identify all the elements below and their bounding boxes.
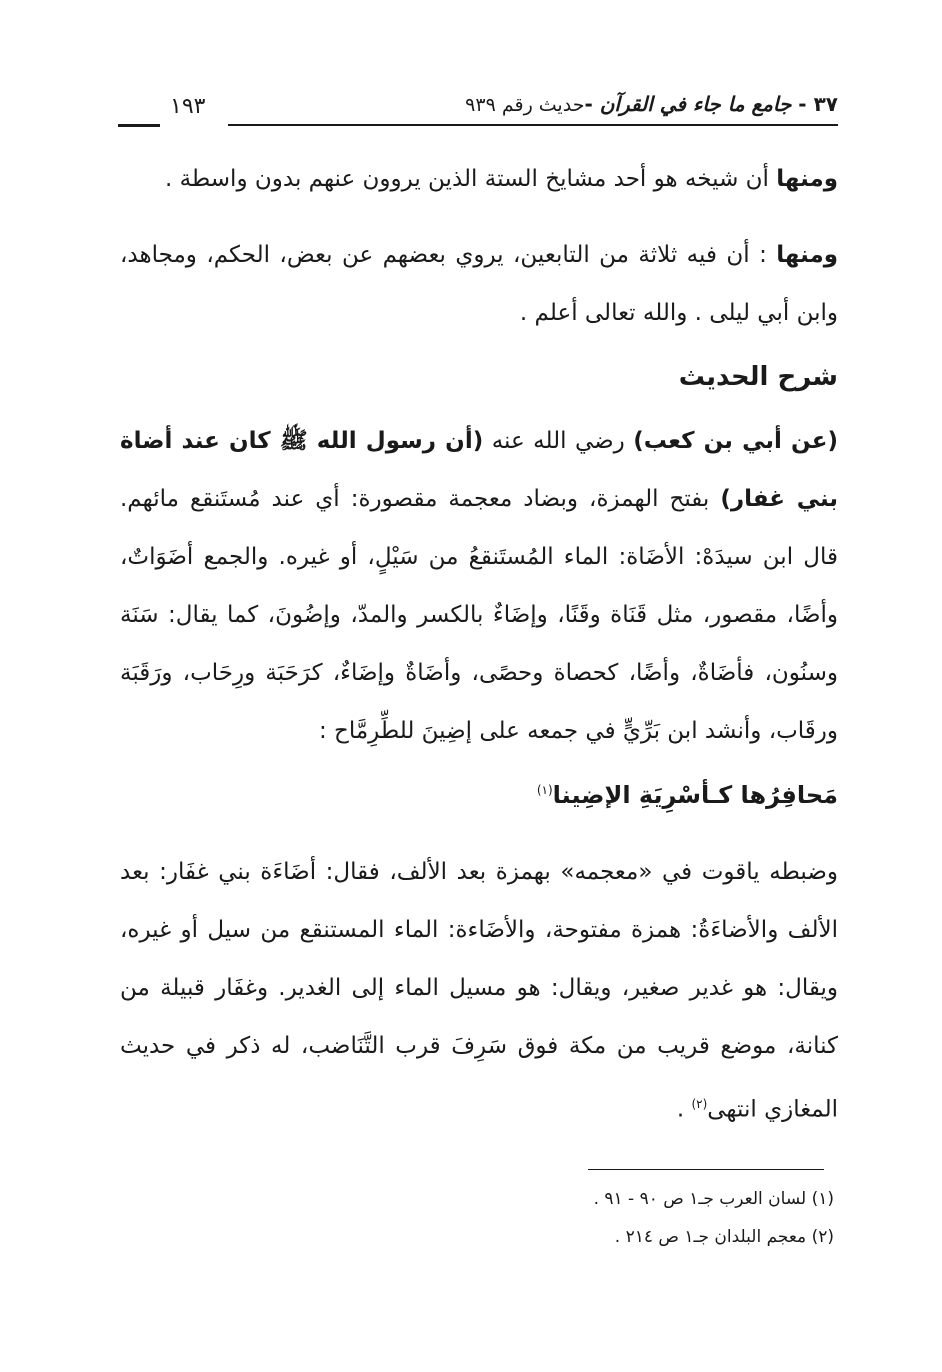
paragraph-3-text-1: رضي الله عنه xyxy=(491,428,625,454)
verse-text: مَحافِرُها كـأسْرِيَةِ الإضِينا xyxy=(552,781,838,809)
paragraph-4 xyxy=(120,843,838,1139)
poetry-verse xyxy=(120,760,838,825)
footnote-rule xyxy=(588,1169,824,1170)
paragraph-1 xyxy=(120,150,838,208)
chapter-number: ٣٧ xyxy=(813,92,838,116)
footnotes xyxy=(234,1180,834,1256)
verse-footnote-marker: (١) xyxy=(536,783,553,797)
page-number-dash xyxy=(118,124,160,127)
paragraph-1-label: ومنها xyxy=(776,166,838,192)
section-heading: شرح الحديث xyxy=(678,362,838,392)
header-rule xyxy=(228,124,838,126)
main-text xyxy=(120,150,838,1139)
hadith-reference: حديث رقم ٩٣٩ xyxy=(465,94,585,116)
chapter-title: جامع ما جاء في القرآن xyxy=(599,92,792,116)
footnote-1: (١) لسان العرب جـ١ ص ٩٠ - ٩١ . xyxy=(593,1189,834,1209)
paragraph-3-hadith: (أن رسول الله ﷺ كان عند أضاة بني غفار) xyxy=(120,428,838,512)
paragraph-2-text: : أن فيه ثلاثة من التابعين، يروي بعضهم عن بعض، الحكم، ومجاهد، وابن أبي ليلى . والله تعالى أعلم . xyxy=(120,242,838,326)
header-title: ٣٧ - جامع ما جاء في القرآن -حديث رقم ٩٣٩ xyxy=(465,92,838,116)
footnote-2: (٢) معجم البلدان جـ١ ص ٢١٤ . xyxy=(614,1227,834,1247)
paragraph-4-text: وضبطه ياقوت في «معجمه» بهمزة بعد الألف، فقال: أضَاءَة بني غفَار: بعد الألف والأضاءَةُ: همزة مفتوحة، والأضَاءة: الماء المستنقع من سيل أو غيره، ويقال: هو غدير صغير، ويقال: هو مسيل الماء إلى الغدير. وغفَار قبيلة من كنانة، موضع قريب من مكة فوق سَرِفَ قرب التَّنَاضب، له ذكر في حديث المغازي انتهى xyxy=(120,859,838,1123)
paragraph-1-text: أن شيخه هو أحد مشايخ الستة الذين يروون عنهم بدون واسطة . xyxy=(164,166,769,192)
paragraph-4-footnote-marker: (٢) xyxy=(691,1097,708,1111)
paragraph-2 xyxy=(120,226,838,342)
paragraph-4-end: . xyxy=(676,1096,685,1123)
page-number: ١٩٣ xyxy=(170,94,206,119)
paragraph-3-narrator: (عن أبي بن كعب) xyxy=(633,428,838,454)
paragraph-2-label: ومنها xyxy=(776,242,839,268)
paragraph-3-text-2: بفتح الهمزة، وبضاد معجمة مقصورة: أي عند مُستَنقع مائهم. قال ابن سيدَهْ: الأضَاة: الماء المُستَنقعُ من سَيْلٍ، أو غيره. والجمع أضَوَاتٌ، وأضًا، مقصور، مثل قَنَاة وقَنًا، وإضَاءٌ بالكسر والمدّ، وإضُونَ، كما يقال: سَنَة وسنُون، فأضَاةٌ، وأضًا، كحصاة وحصًى، وأضَاةٌ وإضَاءٌ، كرَحَبَة ورِحَاب، ورَقَبَة ورقَاب، وأنشد ابن بَرِّيٍّ في جمعه على إضِينَ للطِّرِمَّاح : xyxy=(120,486,838,744)
paragraph-3 xyxy=(120,412,838,760)
running-header xyxy=(118,92,838,132)
